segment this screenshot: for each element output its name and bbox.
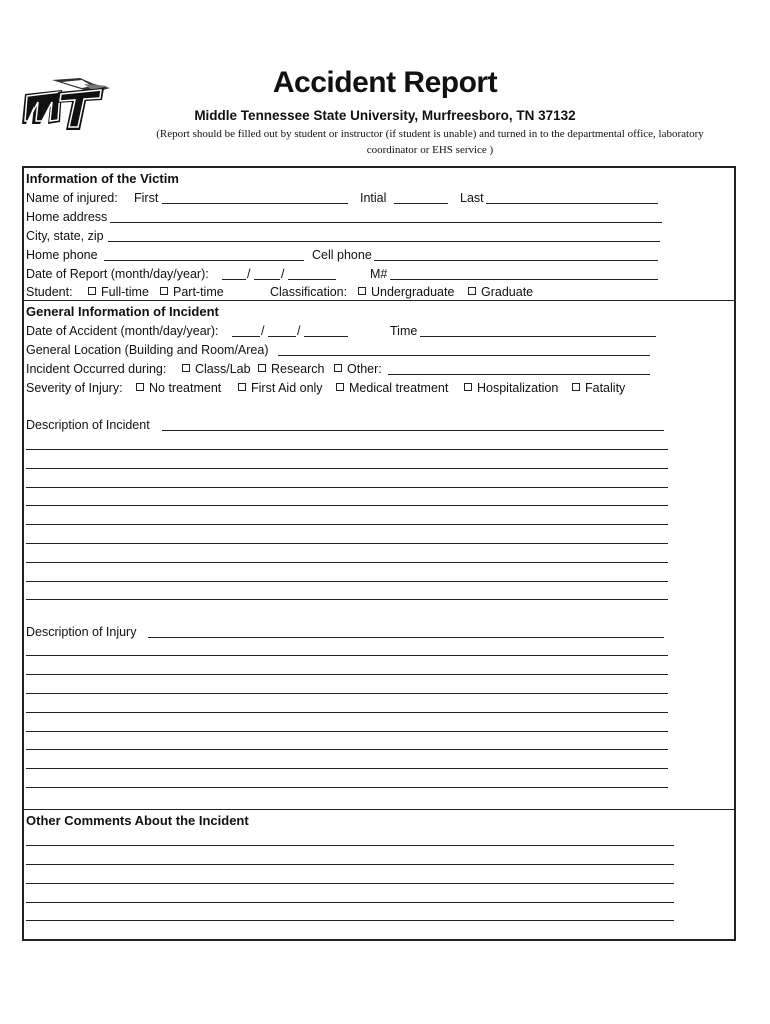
instructions-note: [120, 126, 740, 158]
description-incident-line[interactable]: [26, 599, 668, 600]
date-separator: /: [247, 267, 251, 281]
report-year-field[interactable]: [288, 279, 336, 280]
institution-name: Middle Tennessee State University, Murfreesboro, TN 37132: [194, 108, 576, 123]
accident-month-field[interactable]: [232, 336, 260, 337]
hospitalization-label: Hospitalization: [477, 381, 559, 395]
description-incident-label: Description of Incident: [26, 418, 150, 432]
city-state-zip-field[interactable]: [108, 241, 660, 242]
home-address-field[interactable]: [110, 222, 662, 223]
description-incident-field[interactable]: [162, 430, 664, 431]
severity-row: [26, 379, 732, 397]
initial-label: Intial: [360, 191, 387, 205]
medical-option[interactable]: [336, 379, 448, 397]
class-lab-option[interactable]: [182, 360, 251, 378]
date-report-row: [26, 265, 732, 283]
m-number-field[interactable]: [390, 279, 658, 280]
home-address-label: Home address: [26, 210, 108, 224]
instructions-line-2: coordinator or EHS service ): [366, 144, 494, 156]
description-incident-row: [26, 416, 732, 434]
instructions-line-1: (Report should be filled out by student or instructor (if student is unable) and turned in to the departmental office, laboratory: [156, 128, 704, 140]
class-lab-checkbox[interactable]: [182, 364, 190, 372]
description-incident-line[interactable]: [26, 449, 668, 450]
description-injury-line[interactable]: [26, 749, 668, 750]
undergraduate-checkbox[interactable]: [358, 287, 366, 295]
class-lab-label: Class/Lab: [195, 362, 251, 376]
accident-form: [22, 166, 736, 941]
severity-label: Severity of Injury:: [26, 381, 123, 395]
description-incident-line[interactable]: [26, 505, 668, 506]
report-month-field[interactable]: [222, 279, 246, 280]
graduate-label: Graduate: [481, 285, 534, 299]
accident-year-field[interactable]: [304, 336, 348, 337]
description-incident-line[interactable]: [26, 524, 668, 525]
city-label: City, state, zip: [26, 229, 104, 243]
no-treatment-option[interactable]: [136, 379, 221, 397]
comments-line[interactable]: [26, 883, 674, 884]
home-phone-label: Home phone: [26, 248, 98, 262]
incident-section-heading: General Information of Incident: [26, 304, 219, 319]
description-injury-line[interactable]: [26, 693, 668, 694]
other-checkbox[interactable]: [334, 364, 342, 372]
research-option[interactable]: [258, 360, 325, 378]
comments-line[interactable]: [26, 920, 674, 921]
description-injury-row: [26, 623, 732, 641]
research-checkbox[interactable]: [258, 364, 266, 372]
time-field[interactable]: [420, 336, 656, 337]
fulltime-label: Full-time: [101, 285, 149, 299]
location-field[interactable]: [278, 355, 650, 356]
description-injury-label: Description of Injury: [26, 625, 137, 639]
date-separator: /: [261, 324, 265, 338]
section-divider: [24, 809, 734, 810]
occurred-label: Incident Occurred during:: [26, 362, 167, 376]
description-injury-line[interactable]: [26, 712, 668, 713]
incident-heading-row: [26, 303, 732, 321]
date-accident-row: [26, 322, 732, 340]
home-address-row: [26, 208, 732, 226]
name-label: Name of injured:: [26, 191, 118, 205]
fatality-checkbox[interactable]: [572, 383, 580, 391]
other-option[interactable]: [334, 360, 382, 378]
other-field[interactable]: [388, 374, 650, 375]
initial-field[interactable]: [394, 203, 448, 204]
victim-heading-row: [26, 170, 732, 188]
section-divider: [24, 300, 734, 301]
first-aid-checkbox[interactable]: [238, 383, 246, 391]
first-aid-label: First Aid only: [251, 381, 323, 395]
cell-phone-label: Cell phone: [312, 248, 372, 262]
parttime-label: Part-time: [173, 285, 224, 299]
hospitalization-checkbox[interactable]: [464, 383, 472, 391]
description-injury-field[interactable]: [148, 637, 664, 638]
phone-row: [26, 246, 732, 264]
occurred-row: [26, 360, 732, 378]
undergraduate-option[interactable]: [358, 283, 454, 301]
comments-section-heading: Other Comments About the Incident: [26, 813, 249, 828]
classification-label: Classification:: [270, 285, 348, 299]
student-label: Student:: [26, 285, 73, 299]
date-separator: /: [281, 267, 285, 281]
last-name-label: Last: [460, 191, 484, 205]
home-phone-field[interactable]: [104, 260, 304, 261]
first-name-field[interactable]: [162, 203, 348, 204]
medical-checkbox[interactable]: [336, 383, 344, 391]
date-separator: /: [297, 324, 301, 338]
no-treatment-label: No treatment: [149, 381, 222, 395]
fatality-label: Fatality: [585, 381, 626, 395]
fatality-option[interactable]: [572, 379, 625, 397]
parttime-checkbox[interactable]: [160, 287, 168, 295]
report-day-field[interactable]: [254, 279, 280, 280]
time-label: Time: [390, 324, 418, 338]
description-injury-line[interactable]: [26, 731, 668, 732]
city-row: [26, 227, 732, 245]
page-title: Accident Report: [272, 66, 498, 99]
graduate-checkbox[interactable]: [468, 287, 476, 295]
name-row: [26, 189, 732, 207]
description-injury-line[interactable]: [26, 655, 668, 656]
undergraduate-label: Undergraduate: [371, 285, 455, 299]
no-treatment-checkbox[interactable]: [136, 383, 144, 391]
research-label: Research: [271, 362, 325, 376]
description-incident-line[interactable]: [26, 487, 668, 488]
description-injury-line[interactable]: [26, 768, 668, 769]
description-incident-line[interactable]: [26, 562, 668, 563]
accident-day-field[interactable]: [268, 336, 296, 337]
description-incident-line[interactable]: [26, 468, 668, 469]
comments-line[interactable]: [26, 845, 674, 846]
fulltime-option[interactable]: [88, 283, 149, 301]
location-row: [26, 341, 732, 359]
first-aid-option[interactable]: [238, 379, 323, 397]
description-incident-line[interactable]: [26, 581, 668, 582]
comments-line[interactable]: [26, 902, 674, 903]
medical-label: Medical treatment: [349, 381, 449, 395]
student-row: [26, 283, 732, 301]
description-injury-line[interactable]: [26, 787, 668, 788]
victim-section-heading: Information of the Victim: [26, 171, 179, 186]
graduate-option[interactable]: [468, 283, 533, 301]
last-name-field[interactable]: [486, 203, 658, 204]
date-report-label: Date of Report (month/day/year):: [26, 267, 209, 281]
location-label: General Location (Building and Room/Area): [26, 343, 269, 357]
comments-heading-row: [26, 812, 732, 830]
description-incident-line[interactable]: [26, 543, 668, 544]
comments-line[interactable]: [26, 864, 674, 865]
cell-phone-field[interactable]: [374, 260, 658, 261]
date-accident-label: Date of Accident (month/day/year):: [26, 324, 219, 338]
description-injury-line[interactable]: [26, 674, 668, 675]
first-name-label: First: [134, 191, 159, 205]
m-number-label: M#: [370, 267, 388, 281]
parttime-option[interactable]: [160, 283, 224, 301]
other-label: Other:: [347, 362, 382, 376]
fulltime-checkbox[interactable]: [88, 287, 96, 295]
hospitalization-option[interactable]: [464, 379, 558, 397]
